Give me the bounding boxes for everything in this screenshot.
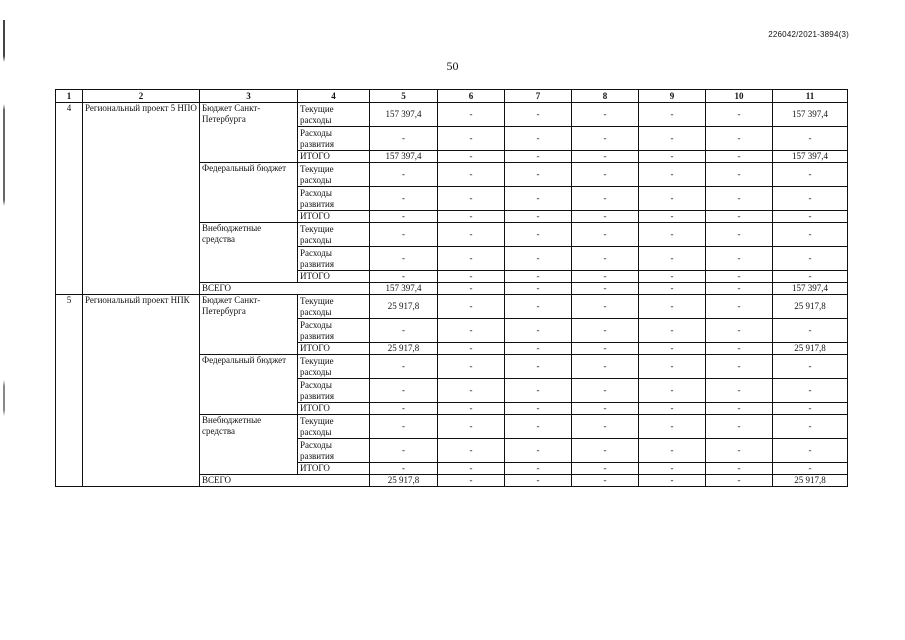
scan-edge-mark (3, 20, 5, 620)
page-number: 50 (446, 59, 459, 73)
value-cell: 25 917,8 (773, 343, 848, 355)
value-cell: - (572, 187, 639, 211)
expense-type: Расходы развития (298, 127, 370, 151)
value-cell: - (706, 187, 773, 211)
value-cell: - (370, 223, 438, 247)
value-cell: - (639, 439, 706, 463)
row-number: 4 (56, 103, 83, 295)
header-cell: 7 (505, 90, 572, 103)
value-cell: - (438, 211, 505, 223)
value-cell: - (773, 223, 848, 247)
value-cell: - (639, 223, 706, 247)
value-cell: - (706, 151, 773, 163)
value-cell: - (773, 211, 848, 223)
total-value-cell: - (505, 475, 572, 487)
expense-type: Расходы развития (298, 247, 370, 271)
value-cell: - (370, 187, 438, 211)
expense-type: ИТОГО (298, 211, 370, 223)
value-cell: - (773, 271, 848, 283)
total-value-cell: 157 397,4 (773, 283, 848, 295)
value-cell: - (370, 247, 438, 271)
value-cell: - (706, 439, 773, 463)
expense-type: Текущие расходы (298, 355, 370, 379)
total-value-cell: - (438, 475, 505, 487)
value-cell: - (639, 271, 706, 283)
value-cell: - (505, 403, 572, 415)
value-cell: - (572, 103, 639, 127)
total-value-cell: 25 917,8 (773, 475, 848, 487)
value-cell: - (639, 343, 706, 355)
value-cell: - (773, 415, 848, 439)
value-cell: - (505, 127, 572, 151)
value-cell: - (572, 415, 639, 439)
expense-type: ИТОГО (298, 271, 370, 283)
value-cell: - (438, 343, 505, 355)
value-cell: - (370, 271, 438, 283)
value-cell: - (505, 247, 572, 271)
value-cell: - (438, 271, 505, 283)
value-cell: - (505, 103, 572, 127)
value-cell: - (572, 163, 639, 187)
header-cell: 1 (56, 90, 83, 103)
value-cell: - (773, 403, 848, 415)
value-cell: - (639, 403, 706, 415)
header-row (56, 90, 848, 103)
header-cell: 2 (83, 90, 200, 103)
value-cell: - (438, 355, 505, 379)
value-cell: - (438, 319, 505, 343)
total-value-cell: - (438, 283, 505, 295)
funding-source: Федеральный бюджет (200, 355, 298, 415)
total-value-cell: - (639, 475, 706, 487)
value-cell: - (505, 151, 572, 163)
expense-type: Текущие расходы (298, 295, 370, 319)
value-cell: - (706, 103, 773, 127)
value-cell: - (706, 247, 773, 271)
value-cell: - (572, 211, 639, 223)
value-cell: - (370, 127, 438, 151)
value-cell: - (370, 403, 438, 415)
header-cell: 5 (370, 90, 438, 103)
value-cell: - (639, 187, 706, 211)
budget-table (55, 89, 848, 487)
value-cell: - (706, 379, 773, 403)
expense-type: Расходы развития (298, 319, 370, 343)
total-value-cell: - (639, 283, 706, 295)
value-cell: - (639, 151, 706, 163)
project-name: Региональный проект НПК (83, 295, 200, 487)
total-label: ВСЕГО (200, 283, 370, 295)
expense-type: Текущие расходы (298, 415, 370, 439)
value-cell: - (572, 295, 639, 319)
value-cell: - (572, 463, 639, 475)
expense-type: Расходы развития (298, 379, 370, 403)
value-cell: - (370, 463, 438, 475)
expense-type: Текущие расходы (298, 223, 370, 247)
value-cell: - (505, 271, 572, 283)
value-cell: - (370, 439, 438, 463)
value-cell: - (773, 463, 848, 475)
value-cell: - (639, 379, 706, 403)
value-cell: - (370, 319, 438, 343)
value-cell: - (505, 415, 572, 439)
document-number: 226042/2021-3894(3) (768, 30, 849, 39)
expense-type: Расходы развития (298, 187, 370, 211)
value-cell: - (505, 355, 572, 379)
value-cell: 25 917,8 (370, 343, 438, 355)
value-cell: - (706, 127, 773, 151)
value-cell: - (572, 127, 639, 151)
value-cell: - (706, 163, 773, 187)
value-cell: - (706, 403, 773, 415)
funding-source: Внебюджетные средства (200, 415, 298, 475)
value-cell: 157 397,4 (773, 103, 848, 127)
expense-type: ИТОГО (298, 151, 370, 163)
value-cell: 25 917,8 (773, 295, 848, 319)
total-value-cell: - (706, 283, 773, 295)
value-cell: - (438, 463, 505, 475)
header-cell: 6 (438, 90, 505, 103)
value-cell: - (505, 343, 572, 355)
value-cell: 157 397,4 (370, 103, 438, 127)
data-row (56, 103, 848, 127)
value-cell: - (572, 319, 639, 343)
expense-type: Текущие расходы (298, 103, 370, 127)
value-cell: - (505, 319, 572, 343)
value-cell: - (572, 151, 639, 163)
value-cell: - (438, 151, 505, 163)
funding-source: Бюджет Санкт-Петербурга (200, 103, 298, 163)
value-cell: - (639, 463, 706, 475)
total-value-cell: - (505, 283, 572, 295)
value-cell: - (706, 343, 773, 355)
header-cell: 10 (706, 90, 773, 103)
expense-type: Текущие расходы (298, 163, 370, 187)
header-cell: 8 (572, 90, 639, 103)
value-cell: - (370, 163, 438, 187)
expense-type: ИТОГО (298, 343, 370, 355)
total-value-cell: 157 397,4 (370, 283, 438, 295)
value-cell: 157 397,4 (370, 151, 438, 163)
value-cell: - (773, 355, 848, 379)
value-cell: - (639, 103, 706, 127)
header-cell: 9 (639, 90, 706, 103)
data-row (56, 295, 848, 319)
value-cell: - (639, 295, 706, 319)
value-cell: - (706, 355, 773, 379)
value-cell: - (438, 127, 505, 151)
value-cell: - (572, 439, 639, 463)
total-label: ВСЕГО (200, 475, 370, 487)
total-value-cell: 25 917,8 (370, 475, 438, 487)
value-cell: - (639, 127, 706, 151)
value-cell: 25 917,8 (370, 295, 438, 319)
total-value-cell: - (572, 283, 639, 295)
value-cell: - (773, 127, 848, 151)
expense-type: ИТОГО (298, 403, 370, 415)
value-cell: - (706, 415, 773, 439)
value-cell: - (572, 343, 639, 355)
value-cell: - (706, 319, 773, 343)
expense-type: Расходы развития (298, 439, 370, 463)
value-cell: - (438, 103, 505, 127)
value-cell: - (505, 463, 572, 475)
total-value-cell: - (706, 475, 773, 487)
value-cell: - (706, 463, 773, 475)
funding-source: Бюджет Санкт-Петербурга (200, 295, 298, 355)
value-cell: - (706, 223, 773, 247)
value-cell: - (438, 247, 505, 271)
value-cell: - (370, 211, 438, 223)
value-cell: - (505, 439, 572, 463)
header-cell: 3 (200, 90, 298, 103)
value-cell: 157 397,4 (773, 151, 848, 163)
value-cell: - (505, 223, 572, 247)
total-value-cell: - (572, 475, 639, 487)
value-cell: - (505, 295, 572, 319)
project-name: Региональный проект 5 НПО (83, 103, 200, 295)
funding-source: Внебюджетные средства (200, 223, 298, 283)
value-cell: - (438, 187, 505, 211)
funding-source: Федеральный бюджет (200, 163, 298, 223)
value-cell: - (572, 355, 639, 379)
value-cell: - (438, 415, 505, 439)
value-cell: - (773, 187, 848, 211)
expense-type: ИТОГО (298, 463, 370, 475)
value-cell: - (639, 355, 706, 379)
value-cell: - (438, 403, 505, 415)
value-cell: - (639, 415, 706, 439)
value-cell: - (438, 379, 505, 403)
value-cell: - (572, 403, 639, 415)
value-cell: - (572, 271, 639, 283)
value-cell: - (370, 415, 438, 439)
value-cell: - (438, 439, 505, 463)
value-cell: - (572, 247, 639, 271)
value-cell: - (773, 319, 848, 343)
value-cell: - (773, 247, 848, 271)
value-cell: - (773, 379, 848, 403)
value-cell: - (572, 379, 639, 403)
value-cell: - (639, 163, 706, 187)
row-number: 5 (56, 295, 83, 487)
value-cell: - (505, 379, 572, 403)
value-cell: - (505, 187, 572, 211)
value-cell: - (773, 439, 848, 463)
value-cell: - (706, 271, 773, 283)
value-cell: - (706, 295, 773, 319)
value-cell: - (639, 247, 706, 271)
value-cell: - (572, 223, 639, 247)
header-cell: 11 (773, 90, 848, 103)
header-cell: 4 (298, 90, 370, 103)
value-cell: - (370, 379, 438, 403)
value-cell: - (639, 319, 706, 343)
value-cell: - (438, 295, 505, 319)
value-cell: - (438, 223, 505, 247)
value-cell: - (773, 163, 848, 187)
value-cell: - (706, 211, 773, 223)
value-cell: - (505, 163, 572, 187)
value-cell: - (639, 211, 706, 223)
value-cell: - (438, 163, 505, 187)
value-cell: - (370, 355, 438, 379)
value-cell: - (505, 211, 572, 223)
